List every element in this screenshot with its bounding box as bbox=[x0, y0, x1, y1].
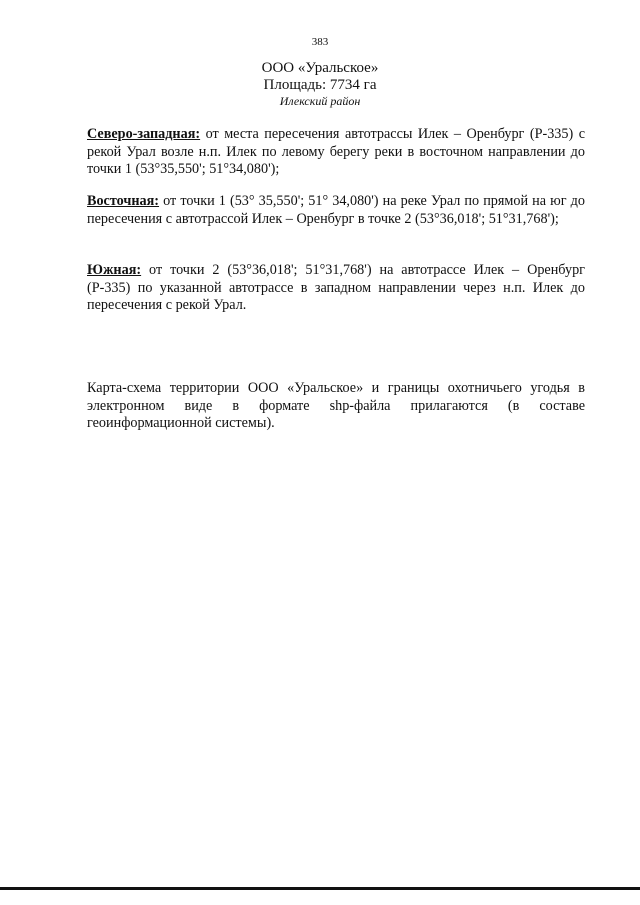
boundary-label: Южная: bbox=[87, 262, 142, 278]
boundary-south bbox=[87, 262, 585, 315]
boundary-text: от точки 1 (53° 35,550'; 51° 34,080') на реке Урал по прямой на юг до пересечения с автотрассой Илек – Оренбург в точке 2 (53°36,018'; 51°31,768'); bbox=[87, 193, 585, 227]
boundary-east bbox=[87, 193, 585, 228]
boundary-text: от места пересечения автотрассы Илек – Оренбург (Р-335) с рекой Урал возле н.п. Илек по левому берегу реки в восточном направлении до точки 1 (53°35,550'; 51°34,080'); bbox=[87, 126, 585, 177]
bottom-divider bbox=[0, 887, 640, 890]
boundary-label: Восточная: bbox=[87, 193, 160, 209]
document-header bbox=[0, 60, 640, 109]
area-size: Площадь: 7734 га bbox=[263, 77, 377, 93]
map-note: Карта-схема территории ООО «Уральское» и границы охотничьего угодья в электронном виде в формате shp-файла прилагаются (в составе геоинформационной системы). bbox=[87, 380, 585, 431]
boundary-text: от точки 2 (53°36,018'; 51°31,768') на автотрассе Илек – Оренбург (Р-335) по указанной автотрассе в западном направлении через н.п. Илек до пересечения с рекой Урал. bbox=[87, 262, 585, 313]
organization-name: ООО «Уральское» bbox=[261, 60, 379, 76]
page-number: 383 bbox=[311, 36, 329, 48]
boundary-label: Северо-западная: bbox=[87, 126, 201, 142]
boundary-north-west bbox=[87, 126, 585, 179]
district-name: Илекский район bbox=[279, 94, 361, 108]
